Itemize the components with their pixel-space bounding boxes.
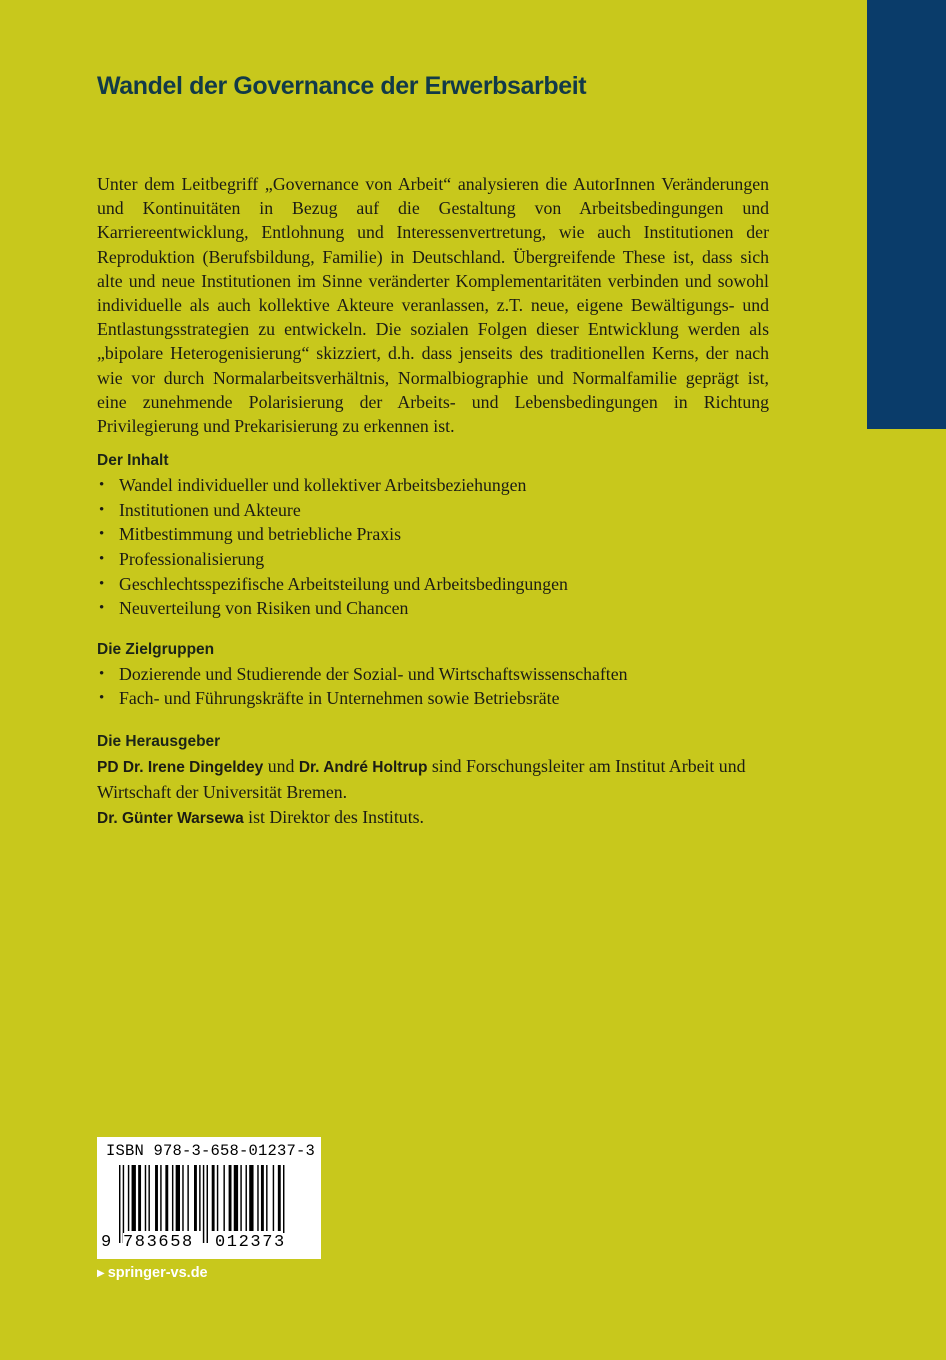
barcode-bar [148, 1165, 149, 1231]
list-item: • Mitbestimmung und betriebliche Praxis [97, 522, 769, 547]
bullet-icon: • [99, 551, 105, 568]
isbn-barcode [97, 1137, 321, 1259]
barcode-bar [182, 1165, 183, 1231]
inhalt-heading: Der Inhalt [97, 452, 169, 470]
website-url: springer-vs.de [107, 1265, 208, 1281]
zielgruppen-heading: Die Zielgruppen [97, 640, 215, 658]
barcode-bar [240, 1165, 241, 1231]
barcode-bar [155, 1165, 158, 1231]
book-title: Wandel der Governance der Erwerbsarbeit [97, 72, 587, 100]
list-item: • Wandel individueller und kollektiver Arbeitsbeziehungen [97, 473, 769, 498]
barcode-bar [203, 1165, 204, 1243]
editor-name: Dr. André Holtrup [298, 758, 428, 776]
list-item: • Institutionen und Akteure [97, 498, 769, 523]
barcode-bar [266, 1165, 267, 1231]
barcode-bar [229, 1165, 232, 1231]
barcode-bar [249, 1165, 253, 1231]
editor-name: Dr. Günter Warsewa [97, 809, 244, 827]
list-item: • Fach- und Führungskräfte in Unternehmen sowie Betriebsräte [97, 686, 769, 711]
bullet-icon: • [99, 526, 105, 543]
bullet-icon: • [99, 665, 105, 682]
director-bio: Dr. Günter Warsewa ist Direktor des Instituts. [97, 806, 425, 827]
herausgeber-heading: Die Herausgeber [97, 732, 221, 750]
barcode-bar [119, 1165, 120, 1243]
isbn-label: ISBN 978-3-658-01237-3 [106, 1142, 316, 1160]
bullet-icon: • [99, 575, 105, 592]
description-text: Unter dem Leitbegriff „Governance von Arbeit“ analysieren die AutorInnen Veränderungen und Kontinuitäten in Bezug auf die Gestaltung von Arbeitsbedingungen und Karriereentwicklung, Entlohnung und Interessenvertretung, wie auch Institutionen der Reproduktion (Berufsbildung, Familie) in Deutschland. Übergreifende These ist, dass sich alte und neue Institutionen im Sinne veränderter Komplementaritäten verbinden und sowohl individuelle als auch kollektive Akteure veranlassen, z.T. neue, eigene Bewältigungs- und Entlastungsstrategien zu entwickeln. Die sozialen Folgen dieser Entwicklung werden als „bipolare Heterogenisierung“ skizziert, d.h. dass jenseits des traditionellen Kerns, der nach wie vor durch Normalarbeitsverhältnis, Normalbiographie und Normalfamilie geprägt ist, eine zunehmende Polarisierung der Arbeits- und Lebensbedingungen in Richtung Privilegierung und Prekarisierung zu erkennen ist. [97, 174, 769, 437]
arrow-right-icon: ▶ [97, 1267, 105, 1279]
barcode-bar [246, 1165, 247, 1231]
barcode-bar [223, 1165, 224, 1231]
bullet-icon: • [99, 477, 105, 494]
barcode-left-digits: 783658 [123, 1233, 194, 1252]
barcode-bar [278, 1165, 281, 1231]
back-cover-content [97, 172, 769, 831]
barcode-bar [145, 1165, 146, 1231]
barcode-bar [199, 1165, 200, 1231]
barcode-bar [194, 1165, 197, 1231]
barcode-bar [138, 1165, 141, 1231]
barcode-bar [172, 1165, 173, 1231]
barcode-bar [273, 1165, 274, 1231]
barcode-first-digit: 9 [101, 1233, 112, 1252]
list-item: • Geschlechtsspezifische Arbeitsteilung und Arbeitsbedingungen [97, 572, 769, 597]
bullet-icon: • [99, 690, 105, 707]
barcode-bar [128, 1165, 129, 1231]
barcode-bar [132, 1165, 136, 1231]
barcode-bar [165, 1165, 168, 1231]
editor-name: PD Dr. Irene Dingeldey [97, 758, 264, 776]
bullet-icon: • [99, 600, 105, 617]
bullet-icon: • [99, 501, 105, 518]
barcode-bar [217, 1165, 218, 1231]
barcode-bar [207, 1165, 208, 1243]
barcode-right-digits: 012373 [215, 1233, 286, 1252]
list-item: • Dozierende und Studierende der Sozial- und Wirtschaftswissenschaften [97, 662, 769, 687]
barcode-bar [283, 1165, 284, 1243]
barcode-bar [261, 1165, 264, 1231]
zielgruppen-list [97, 662, 769, 711]
barcode-bar [187, 1165, 188, 1231]
list-item: • Neuverteilung von Risiken und Chancen [97, 596, 769, 621]
barcode-bar [234, 1165, 238, 1231]
list-item: • Professionalisierung [97, 547, 769, 572]
website-link[interactable] [97, 1265, 208, 1281]
barcode-bar [257, 1165, 258, 1231]
inhalt-list [97, 473, 769, 621]
side-color-bar [867, 0, 946, 429]
barcode-bar [176, 1165, 180, 1231]
barcode-bar [123, 1165, 124, 1243]
barcode-bar [160, 1165, 161, 1231]
editors-bio: PD Dr. Irene Dingeldey und Dr. André Holtrup sind Forschungsleiter am Institut Arbeit und Wirtschaft der Universität Bremen. [97, 755, 746, 803]
barcode-bar [212, 1165, 215, 1231]
